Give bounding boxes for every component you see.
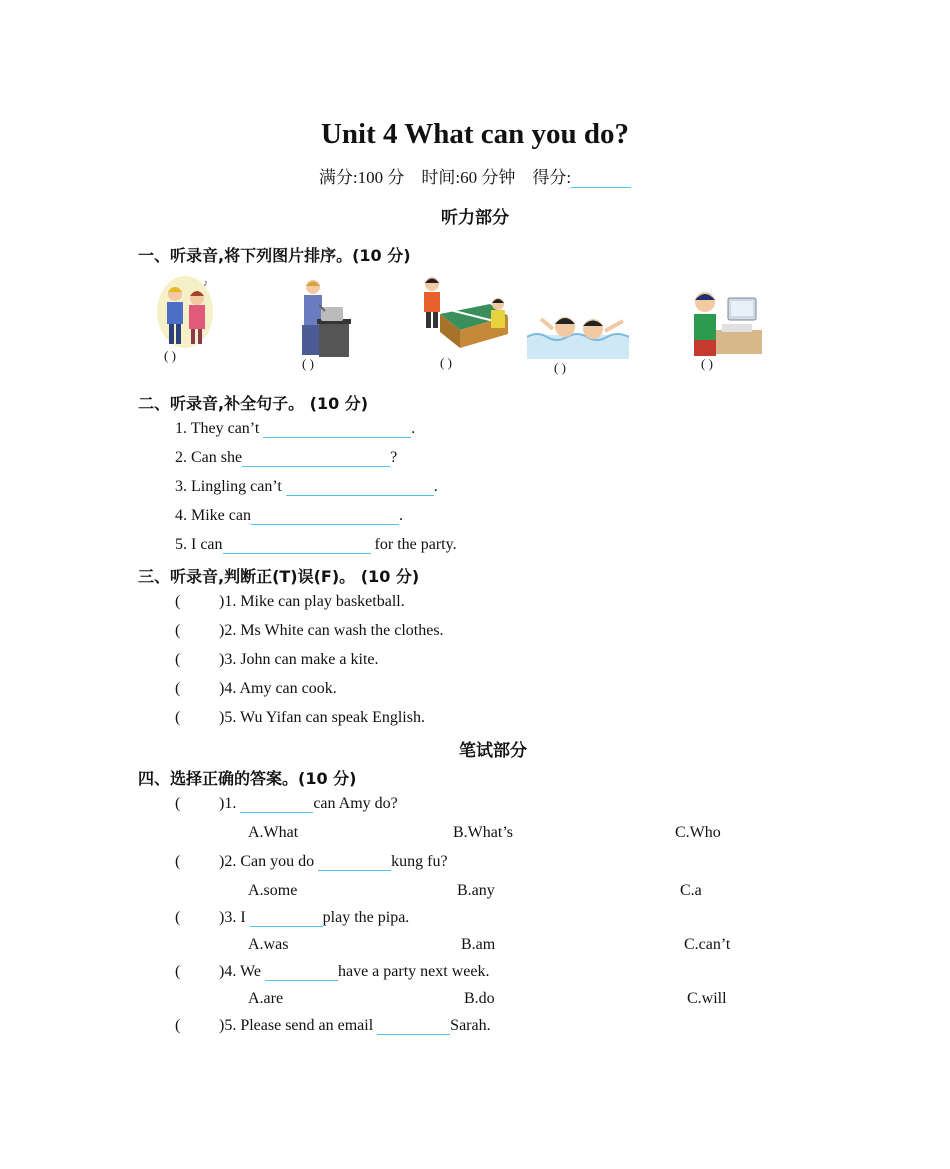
fill-item-4: 4. Mike can . <box>175 507 403 524</box>
svg-text:♪: ♪ <box>203 278 208 289</box>
picture-dancing <box>155 274 215 354</box>
score-blank[interactable] <box>571 171 631 188</box>
picture-3-answer[interactable]: ( ) <box>440 355 452 370</box>
tf-item-2[interactable]: ( )2. Ms White can wash the clothes. <box>175 622 444 639</box>
mc-item-5: ( )5. Please send an email Sarah. <box>175 1017 491 1034</box>
section-2-heading: 二、听录音,补全句子。 (10 分) <box>138 394 369 413</box>
score-info <box>0 163 950 188</box>
full-score: 满分:100 分 <box>318 168 405 187</box>
mc-blank-3[interactable] <box>250 910 323 927</box>
mc-item-4: ( )4. We have a party next week. <box>175 963 490 980</box>
mc-2-option-c[interactable]: C.a <box>680 882 702 899</box>
mc-2-option-b[interactable]: B.any <box>457 882 495 899</box>
fill-item-1: 1. They can’t . <box>175 420 416 437</box>
fill-item-2: 2. Can she ? <box>175 449 398 466</box>
fill-item-5: 5. I can for the party. <box>175 536 457 553</box>
mc-1-option-b[interactable]: B.What’s <box>453 824 513 841</box>
tf-item-1[interactable]: ( )1. Mike can play basketball. <box>175 593 405 610</box>
picture-2-answer[interactable]: ( ) <box>302 356 314 371</box>
picture-ping-pong <box>420 274 510 354</box>
mc-blank-5[interactable] <box>377 1018 450 1035</box>
mc-3-option-b[interactable]: B.am <box>461 936 496 953</box>
mc-item-1: ( )1. can Amy do? <box>175 795 398 812</box>
section-3-heading: 三、听录音,判断正(T)误(F)。 (10 分) <box>138 567 420 586</box>
mc-3-option-c[interactable]: C.can’t <box>684 936 731 953</box>
mc-1-option-c[interactable]: C.Who <box>675 824 721 841</box>
picture-cooking <box>295 277 355 361</box>
mc-item-3: ( )3. I play the pipa. <box>175 909 410 926</box>
mc-blank-4[interactable] <box>265 964 338 981</box>
section-1-heading: 一、听录音,将下列图片排序。(10 分) <box>138 246 411 265</box>
picture-swimming <box>527 307 629 359</box>
writing-part-heading: 笔试部分 <box>459 741 527 761</box>
mc-blank-2[interactable] <box>318 854 391 871</box>
fill-blank-1[interactable] <box>263 421 411 438</box>
time-limit: 时间:60 分钟 <box>421 168 516 187</box>
tf-item-3[interactable]: ( )3. John can make a kite. <box>175 651 379 668</box>
tf-item-4[interactable]: ( )4. Amy can cook. <box>175 680 337 697</box>
section-4-heading: 四、选择正确的答案。(10 分) <box>138 769 357 788</box>
fill-blank-3[interactable] <box>286 479 434 496</box>
picture-5-answer[interactable]: ( ) <box>701 356 713 371</box>
mc-2-option-a[interactable]: A.some <box>248 882 298 899</box>
mc-1-option-a[interactable]: A.What <box>248 824 299 841</box>
page-title: Unit 4 What can you do? <box>320 118 630 150</box>
mc-4-option-a[interactable]: A.are <box>248 990 284 1007</box>
mc-item-2: ( )2. Can you do kung fu? <box>175 853 448 870</box>
mc-blank-1[interactable] <box>240 796 313 813</box>
score-label: 得分: <box>532 168 572 187</box>
tf-item-5[interactable]: ( )5. Wu Yifan can speak English. <box>175 709 425 726</box>
picture-4-answer[interactable]: ( ) <box>554 360 566 375</box>
fill-item-3: 3. Lingling can’t . <box>175 478 438 495</box>
mc-4-option-c[interactable]: C.will <box>687 990 727 1007</box>
mc-3-option-a[interactable]: A.was <box>248 936 289 953</box>
listening-part-heading: 听力部分 <box>441 208 509 228</box>
mc-4-option-b[interactable]: B.do <box>464 990 495 1007</box>
fill-blank-2[interactable] <box>242 450 390 467</box>
picture-1-answer[interactable]: ( ) <box>164 348 176 363</box>
fill-blank-5[interactable] <box>223 537 371 554</box>
picture-computer <box>690 290 762 358</box>
fill-blank-4[interactable] <box>251 508 399 525</box>
